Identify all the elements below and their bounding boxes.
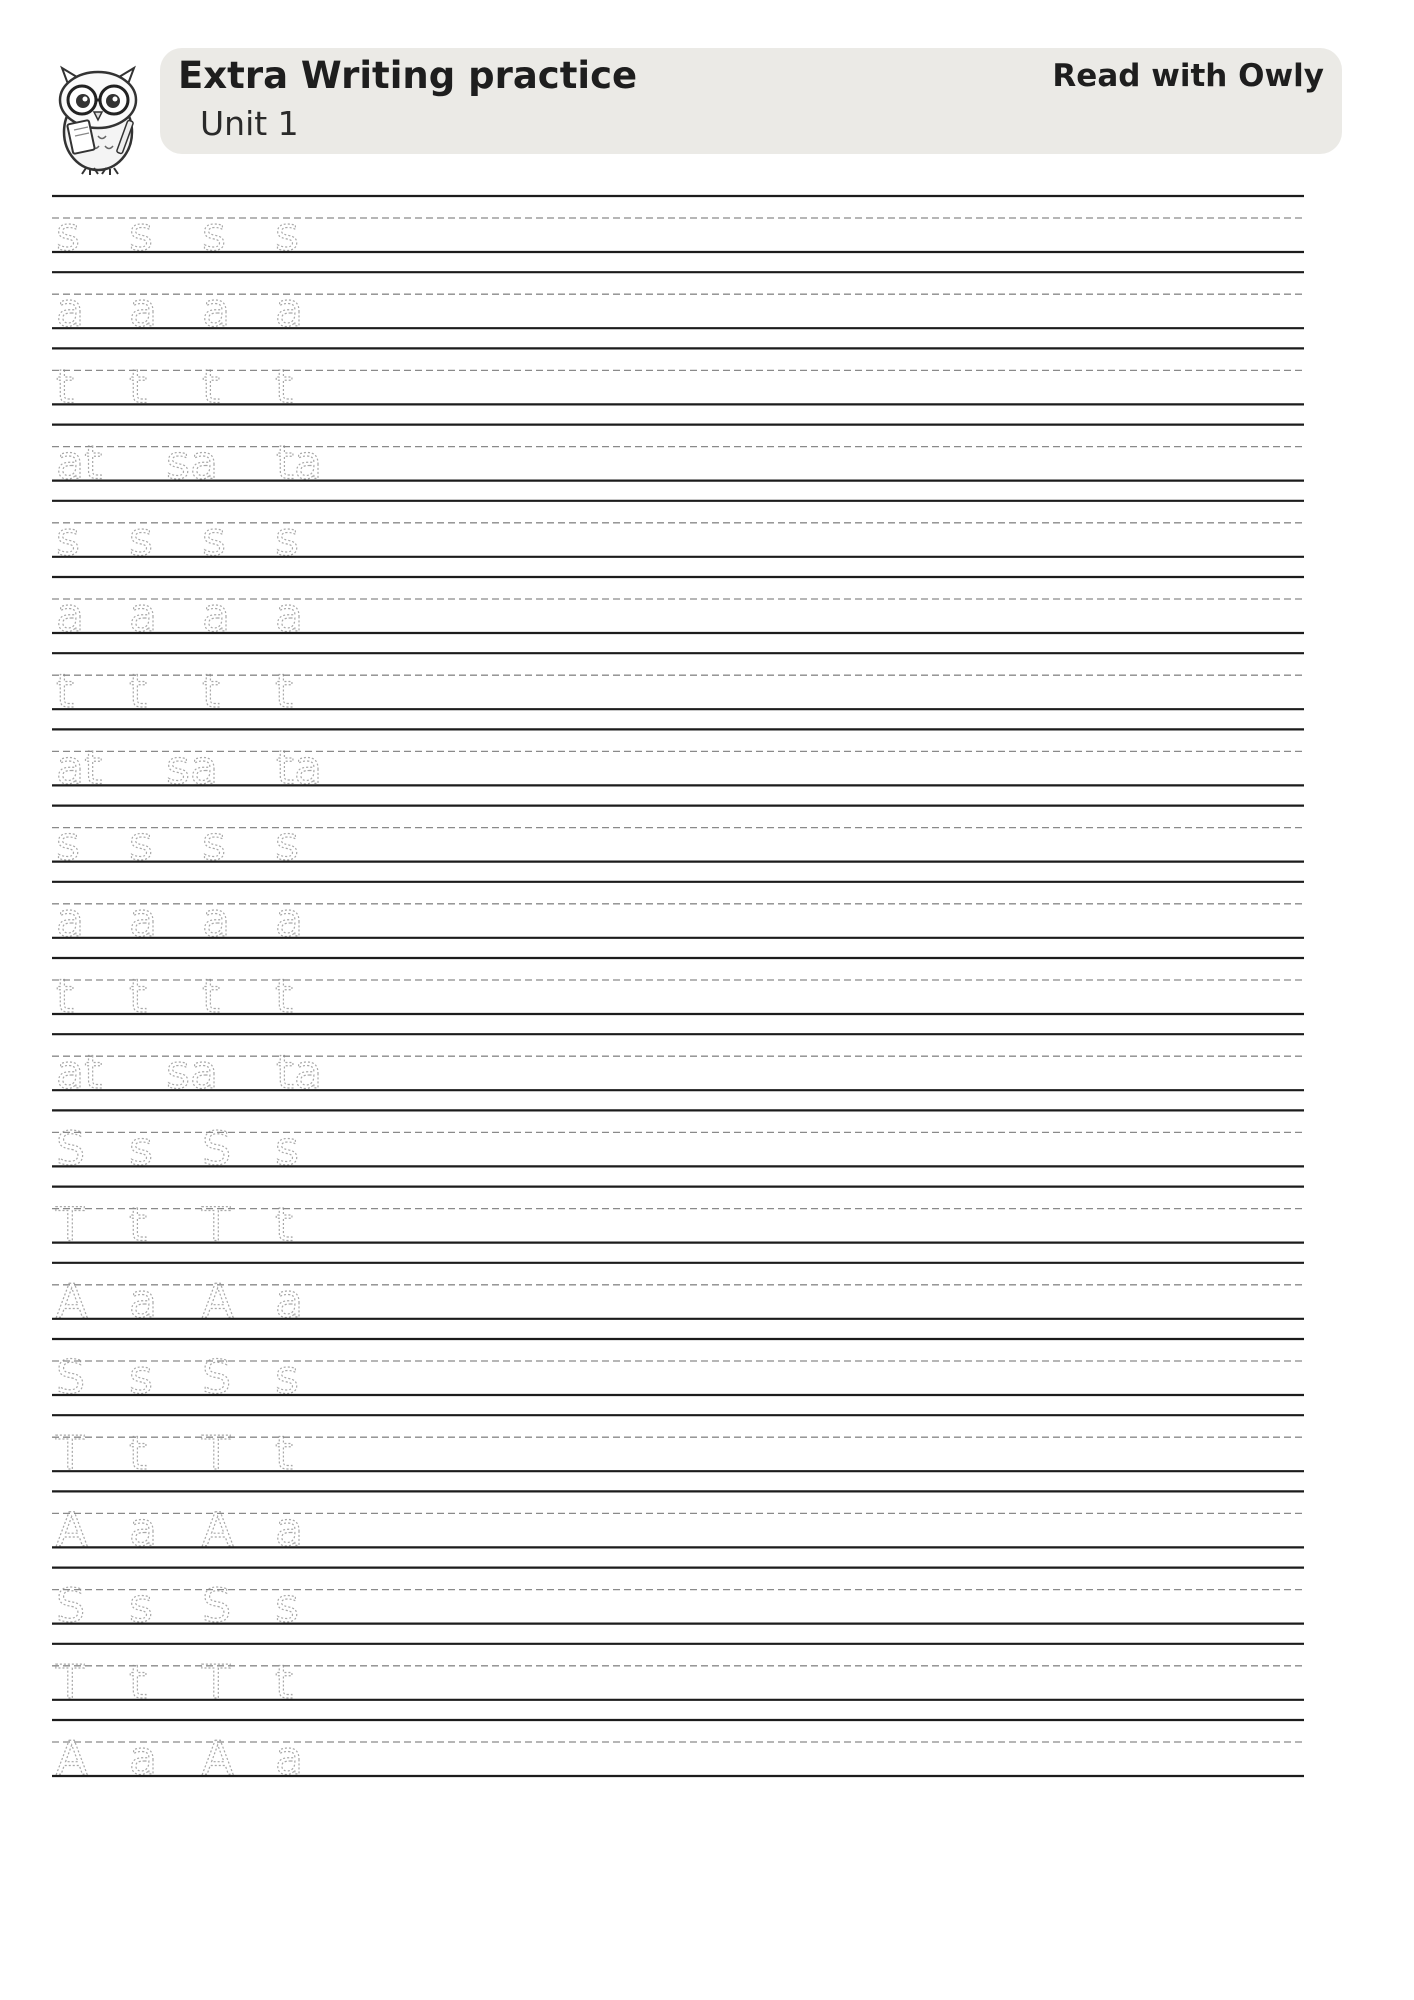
trace-letter: sa bbox=[166, 1045, 219, 1100]
trace-letter: s bbox=[275, 1578, 299, 1633]
trace-letter: s bbox=[129, 1350, 153, 1404]
trace-letter: s bbox=[56, 207, 80, 261]
trace-letter: ta bbox=[276, 1045, 323, 1100]
trace-letter: t bbox=[202, 969, 221, 1023]
trace-letter: t bbox=[275, 1426, 294, 1481]
trace-letter: A bbox=[202, 1731, 234, 1785]
trace-letter: a bbox=[56, 892, 85, 947]
trace-letter: T bbox=[56, 1654, 85, 1709]
trace-letter: A bbox=[202, 1273, 234, 1328]
trace-letter: a bbox=[275, 892, 304, 947]
trace-letter: t bbox=[275, 1654, 294, 1709]
trace-letter: S bbox=[202, 1578, 232, 1633]
trace-letter: t bbox=[129, 1654, 148, 1709]
trace-letter: S bbox=[56, 1350, 86, 1404]
trace-letter: S bbox=[202, 1350, 232, 1404]
trace-letter: t bbox=[275, 664, 294, 719]
trace-letter: T bbox=[202, 1654, 231, 1709]
trace-letter: A bbox=[56, 1731, 88, 1785]
trace-letter: t bbox=[129, 664, 148, 719]
trace-letter: at bbox=[56, 1045, 103, 1100]
trace-letter: a bbox=[275, 1273, 304, 1328]
trace-letter: a bbox=[202, 283, 231, 338]
trace-letter: s bbox=[275, 1350, 299, 1404]
trace-letter: a bbox=[56, 283, 85, 338]
trace-letter: T bbox=[56, 1426, 85, 1481]
trace-letter: t bbox=[56, 969, 75, 1023]
trace-letter: a bbox=[202, 588, 231, 642]
trace-letter: t bbox=[129, 1197, 148, 1252]
trace-letter: t bbox=[129, 1426, 148, 1481]
brand-label: Read with Owly bbox=[1052, 58, 1324, 94]
trace-letter: t bbox=[56, 359, 75, 414]
trace-letter: S bbox=[56, 1121, 86, 1176]
trace-letter: s bbox=[275, 816, 299, 871]
trace-letter: s bbox=[275, 207, 299, 261]
trace-letter: a bbox=[129, 1502, 158, 1557]
trace-letter: a bbox=[56, 588, 85, 642]
trace-letter: at bbox=[56, 740, 103, 795]
trace-letter: a bbox=[129, 1731, 158, 1785]
trace-letter: t bbox=[202, 664, 221, 719]
trace-letter: s bbox=[56, 816, 80, 871]
trace-letter: s bbox=[129, 511, 153, 566]
trace-letter: t bbox=[275, 359, 294, 414]
trace-letter: s bbox=[129, 1121, 153, 1176]
trace-letter: T bbox=[202, 1197, 231, 1252]
trace-letter: t bbox=[202, 359, 221, 414]
trace-letter: t bbox=[275, 1197, 294, 1252]
trace-letter: S bbox=[56, 1578, 86, 1633]
trace-letter: s bbox=[202, 816, 226, 871]
trace-letter: sa bbox=[166, 435, 219, 490]
trace-letter: s bbox=[275, 511, 299, 566]
trace-letter: ta bbox=[276, 740, 323, 795]
trace-letter: t bbox=[129, 969, 148, 1023]
trace-letter: s bbox=[129, 1578, 153, 1633]
trace-letter: at bbox=[56, 435, 103, 490]
trace-letter: t bbox=[56, 664, 75, 719]
trace-letter: s bbox=[275, 1121, 299, 1176]
trace-letter: T bbox=[202, 1426, 231, 1481]
trace-letter: A bbox=[202, 1502, 234, 1557]
trace-letter: s bbox=[56, 511, 80, 566]
trace-letter: a bbox=[275, 1731, 304, 1785]
trace-letter: sa bbox=[166, 740, 219, 795]
trace-letter: s bbox=[202, 207, 226, 261]
trace-letter: T bbox=[56, 1197, 85, 1252]
trace-letter: a bbox=[275, 1502, 304, 1557]
worksheet-title: Extra Writing practice bbox=[178, 54, 638, 97]
trace-letter: A bbox=[56, 1502, 88, 1557]
trace-letter: a bbox=[275, 283, 304, 338]
trace-letter: ta bbox=[276, 435, 323, 490]
trace-letter: S bbox=[202, 1121, 232, 1176]
trace-letter: t bbox=[275, 969, 294, 1023]
trace-letter: s bbox=[202, 511, 226, 566]
trace-letter: a bbox=[129, 1273, 158, 1328]
trace-letter: a bbox=[129, 588, 158, 642]
trace-letter: s bbox=[129, 816, 153, 871]
trace-letter: A bbox=[56, 1273, 88, 1328]
trace-letter: a bbox=[129, 283, 158, 338]
trace-letter: s bbox=[129, 207, 153, 261]
trace-letter: t bbox=[129, 359, 148, 414]
unit-label: Unit 1 bbox=[200, 104, 299, 143]
trace-letter: a bbox=[202, 892, 231, 947]
trace-letter: a bbox=[129, 892, 158, 947]
trace-letter: a bbox=[275, 588, 304, 642]
